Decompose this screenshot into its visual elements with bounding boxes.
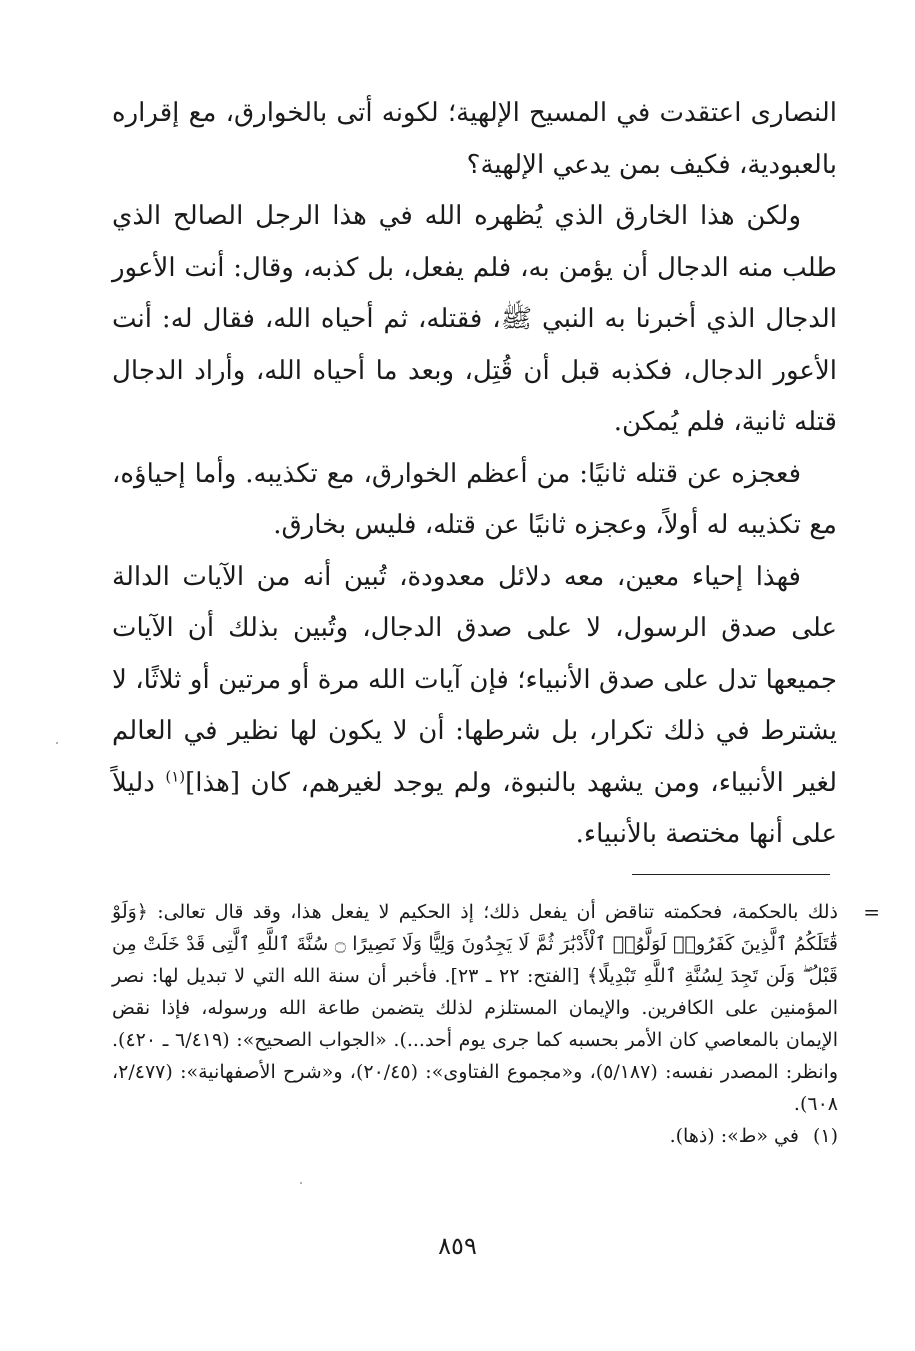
footnote-reference[interactable]: (١) xyxy=(165,766,186,785)
footnote-continuation xyxy=(112,896,880,1120)
continuation-marker: = xyxy=(863,900,880,924)
main-text xyxy=(112,88,837,861)
paragraph-4 xyxy=(112,552,837,861)
footnote-1 xyxy=(112,1120,838,1152)
page-number: ٨٥٩ xyxy=(438,1232,477,1260)
paragraph-3: فعجزه عن قتله ثانيًا: من أعظم الخوارق، مع تكذيبه. وأما إحياؤه، مع تكذيبه له أولاً، وعجزه ثانيًا عن قتله، فليس بخارق. xyxy=(112,458,837,540)
footnote-continuation-text: ذلك بالحكمة، فحكمته تناقض أن يفعل ذلك؛ إذ الحكيم لا يفعل هذا، وقد قال تعالى: ﴿وَلَوْ قَٰتَلَكُمُ ٱلَّذِينَ كَفَرُوا۟ لَوَلَّوُا۟ ٱلْأَدْبَٰرَ ثُمَّ لَا يَجِدُونَ وَلِيًّا وَلَا نَصِيرًا ۝ سُنَّةَ ٱللَّهِ ٱلَّتِى قَدْ خَلَتْ مِن قَبْلُ ۖ وَلَن تَجِدَ لِسُنَّةِ ٱللَّهِ تَبْدِيلًا﴾ [الفتح: ٢٢ ـ ٢٣]. فأخبر أن سنة الله التي لا تبديل لها: نصر المؤمنين على الكافرين. والإيمان المستلزم لذلك يتضمن طاعة الله ورسوله، فإذا نقض الإيمان بالمعاصي كان الأمر بحسبه كما جرى يوم أحد...). «الجواب الصحيح»: (٦/٤١٩ ـ ٤٢٠). وانظر: المصدر نفسه: (٥/١٨٧)، و«مجموع الفتاوى»: (٢٠/٤٥)، و«شرح الأصفهانية»: (٢/٤٧٧، ٦٠٨). xyxy=(112,901,839,1115)
scan-speck xyxy=(300,1182,302,1184)
footnote-text: في «ط»: (ذها). xyxy=(669,1125,799,1147)
footnotes xyxy=(112,896,880,1152)
footnote-separator xyxy=(632,874,830,875)
paragraph-2: ولكن هذا الخارق الذي يُظهره الله في هذا الرجل الصالح الذي طلب منه الدجال أن يؤمن به، فلم يفعل، بل كذبه، وقال: أنت الأعور الدجال الذي أخبرنا به النبي ﷺ، فقتله، ثم أحياه الله، فقال له: أنت الأعور الدجال، فكذبه قبل أن قُتِل، وبعد ما أحياه الله، وأراد الدجال قتله ثانية، فلم يُمكن. xyxy=(112,201,837,437)
paragraph-4-text: فهذا إحياء معين، معه دلائل معدودة، تُبين أنه من الآيات الدالة على صدق الرسول، لا على صدق الدجال، وتُبين بذلك أن الآيات جميعها تدل على صدق الأنبياء؛ فإن آيات الله مرة أو مرتين أو ثلاثًا، لا يشترط في ذلك تكرار، بل شرطها: أن لا يكون لها نظير في العالم لغير الأنبياء، ومن يشهد بالنبوة، ولم يوجد لغيرهم، كان [هذا] xyxy=(112,561,837,798)
paragraph-4-tail: دليلاً على أنها مختصة بالأنبياء. xyxy=(112,767,837,849)
footnote-number: (١) xyxy=(812,1125,838,1147)
paragraph-1: النصارى اعتقدت في المسيح الإلهية؛ لكونه أتى بالخوارق، مع إقراره بالعبودية، فكيف بمن يدعي الإلهية؟ xyxy=(112,98,837,180)
scan-speck xyxy=(56,742,58,744)
